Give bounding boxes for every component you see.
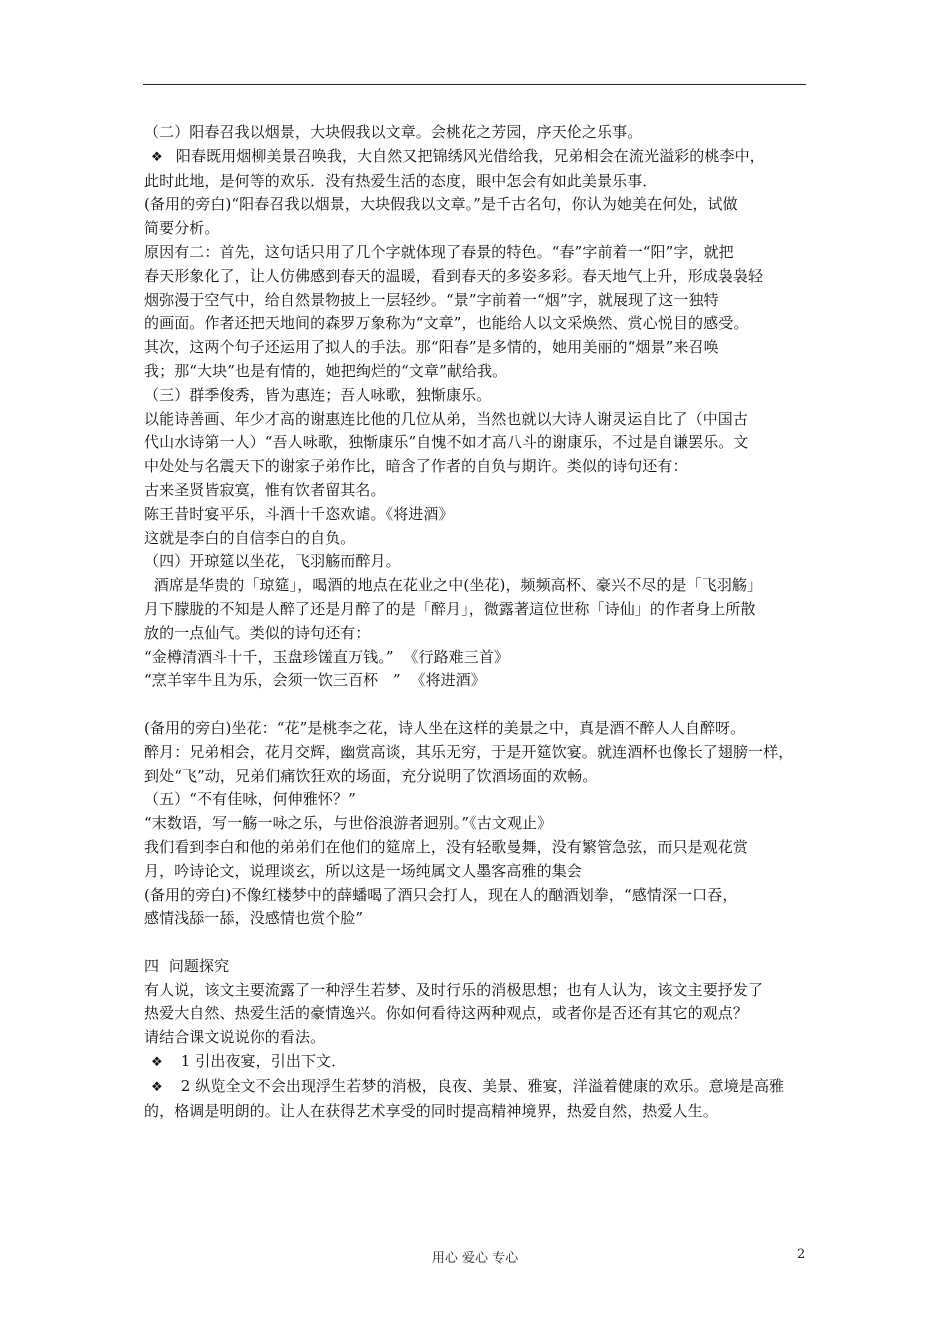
line-text: 月，吟诗论文，说理谈玄，所以这是一场纯属文人墨客高雅的集会 xyxy=(144,861,582,880)
line-text: 到处“飞”动，兄弟们痛饮狂欢的场面，充分说明了饮酒场面的欢畅。 xyxy=(144,766,598,785)
text-line xyxy=(144,693,809,717)
text-line xyxy=(144,145,809,170)
text-line xyxy=(144,265,809,289)
text-line xyxy=(144,503,809,527)
line-text: 月下朦胧的不知是人醉了还是月醉了的是「醉月」，微露著這位世称「诗仙」的作者身上所散 xyxy=(144,599,756,618)
line-text: 其次，这两个句子还运用了拟人的手法。那“阳春”是多情的，她用美丽的“烟景”来召唤 xyxy=(144,338,719,357)
text-line xyxy=(144,717,809,741)
line-text: “末数语，写一觞一咏之乐，与世俗浪游者迥别。”《古文观止》 xyxy=(144,814,553,833)
line-text: 感情浅舔一舔，没感情也赏个脸” xyxy=(144,909,364,928)
text-line xyxy=(144,598,809,622)
line-text: (备用的旁白)“阳春召我以烟景，大块假我以文章。”是千古名句，你认为她美在何处，试做 xyxy=(144,195,738,214)
text-line xyxy=(144,170,809,194)
line-text: 我；那“大块”也是有情的，她把绚烂的“文章”献给我。 xyxy=(144,361,508,380)
bullet-icon: ❖ xyxy=(151,1055,163,1071)
text-line xyxy=(144,431,809,455)
line-text: 这就是李白的自信李白的自负。 xyxy=(144,528,356,547)
text-line xyxy=(144,455,809,479)
line-text: 醉月：兄弟相会，花月交辉，幽赏高谈，其乐无穷，于是开筵饮宴。就连酒杯也像长了翅膀一样， xyxy=(144,742,794,761)
text-line xyxy=(144,527,809,551)
text-line xyxy=(144,955,809,979)
text-line xyxy=(144,217,809,241)
line-text: 放的一点仙气。类似的诗句还有： xyxy=(144,623,371,642)
text-line xyxy=(144,812,809,836)
line-text: 热爱大自然、热爱生活的豪情逸兴。你如何看待这两种观点，或者你是否还有其它的观点？ xyxy=(144,1004,749,1023)
bullet-icon: ❖ xyxy=(151,149,163,165)
text-line xyxy=(144,360,809,384)
footer-motto: 用心 爱心 专心 xyxy=(431,1251,519,1266)
line-text: 以能诗善画、年少才高的谢惠连比他的几位从弟，当然也就以大诗人谢灵运自比了（中国古 xyxy=(144,409,749,428)
text-line xyxy=(144,622,809,646)
text-line xyxy=(144,289,809,313)
line-text: 酒席是华贵的「琼筵」，喝酒的地点在花业之中(坐花)，频频高杯、豪兴不尽的是「飞羽觞」 xyxy=(144,576,763,595)
text-line xyxy=(144,765,809,789)
line-text: 原因有二：首先，这句话只用了几个字就体现了春景的特色。“春”字前着一“阳”字，就把 xyxy=(144,242,734,261)
text-line xyxy=(144,741,809,765)
text-line xyxy=(144,931,809,955)
line-text: 烟弥漫于空气中，给自然景物披上一层轻纱。“景”字前着一“烟”字，就展现了这一独特 xyxy=(144,290,719,309)
text-line xyxy=(144,479,809,503)
document-body xyxy=(144,121,809,1123)
line-text: “烹羊宰牛且为乐，会须一饮三百杯 ” 《将进酒》 xyxy=(144,671,486,690)
text-line xyxy=(144,193,809,217)
text-line xyxy=(144,907,809,931)
text-line xyxy=(144,550,809,574)
line-text: (备用的旁白)不像红楼梦中的薛蟠喝了酒只会打人，现在人的酗酒划拳，“感情深一口吞， xyxy=(144,885,738,904)
line-text: 简要分析。 xyxy=(144,219,220,238)
line-text: （五）“不有佳咏，何伸雅怀？” xyxy=(144,790,356,809)
text-line xyxy=(144,336,809,360)
line-text: 我们看到李白和他的弟弟们在他们的筵席上，没有轻歌曼舞，没有繁管急弦，而只是观花赏 xyxy=(144,837,749,856)
line-text: (备用的旁白)坐花：“花”是桃李之花，诗人坐在这样的美景之中，真是酒不醉人人自醉呀。 xyxy=(144,718,746,737)
line-text: 此时此地，是何等的欢乐．没有热爱生活的态度，眼中怎会有如此美景乐事． xyxy=(144,171,658,190)
page-number: 2 xyxy=(797,1247,806,1262)
text-line xyxy=(144,884,809,908)
text-line xyxy=(144,860,809,884)
header-rule xyxy=(143,84,806,85)
text-line xyxy=(144,836,809,860)
line-text: 请结合课文说说你的看法。 xyxy=(144,1028,326,1047)
text-line xyxy=(144,1026,809,1050)
line-text: 阳春既用烟柳美景召唤我，大自然又把锦绣风光借给我，兄弟相会在流光溢彩的桃李中， xyxy=(171,146,765,165)
text-line xyxy=(144,384,809,408)
text-line xyxy=(144,669,809,693)
text-line xyxy=(144,574,809,598)
bullet-icon: ❖ xyxy=(151,1079,163,1095)
text-line xyxy=(144,1002,809,1026)
line-text: 1 引出夜宴，引出下文． xyxy=(171,1052,347,1071)
text-line xyxy=(144,408,809,432)
line-text: 春天形象化了，让人仿佛感到春天的温暖，看到春天的多姿多彩。春天地气上升，形成袅袅轻 xyxy=(144,266,764,285)
text-line xyxy=(144,241,809,265)
text-line xyxy=(144,121,809,145)
line-text: 代山水诗第一人）“吾人咏歌，独惭康乐”自愧不如才高八斗的谢康乐，不过是自谦罢乐。文 xyxy=(144,433,749,452)
line-text: 2 纵览全文不会出现浮生若梦的消极，良夜、美景、雅宴，洋溢着健康的欢乐。意境是高雅 xyxy=(171,1076,785,1095)
line-text: 中处处与名震天下的谢家子弟作比，暗含了作者的自负与期许。类似的诗句还有： xyxy=(144,457,688,476)
text-line xyxy=(144,1050,809,1075)
line-text: 四 问题探究 xyxy=(144,956,230,975)
line-text: （二）阳春召我以烟景，大块假我以文章。会桃花之芳园，序天伦之乐事。 xyxy=(144,123,643,141)
text-line xyxy=(144,646,809,670)
text-line xyxy=(144,979,809,1003)
text-line xyxy=(144,1075,809,1100)
text-line xyxy=(144,788,809,812)
line-text: 古来圣贤皆寂寞，惟有饮者留其名。 xyxy=(144,480,386,499)
line-text: 有人说，该文主要流露了一种浮生若梦、及时行乐的消极思想；也有人认为，该文主要抒发了 xyxy=(144,980,764,999)
line-text: “金樽清酒斗十千，玉盘珍馐直万钱。” 《行路难三首》 xyxy=(144,647,510,666)
line-text: （四）开琼筵以坐花，飞羽觞而醉月。 xyxy=(144,552,401,571)
text-line xyxy=(144,312,809,336)
text-line xyxy=(144,1100,809,1124)
line-text: 陈王昔时宴平乐，斗酒十千恣欢谑。《将进酒》 xyxy=(144,504,454,523)
line-text: 的，格调是明朗的。让人在获得艺术享受的同时提高精神境界，热爱自然，热爱人生。 xyxy=(144,1101,718,1120)
line-text: （三）群季俊秀，皆为惠连；吾人咏歌，独惭康乐。 xyxy=(144,385,492,404)
line-text: 的画面。作者还把天地间的森罗万象称为“文章”，也能给人以文采焕然、赏心悦目的感受。 xyxy=(144,314,749,333)
